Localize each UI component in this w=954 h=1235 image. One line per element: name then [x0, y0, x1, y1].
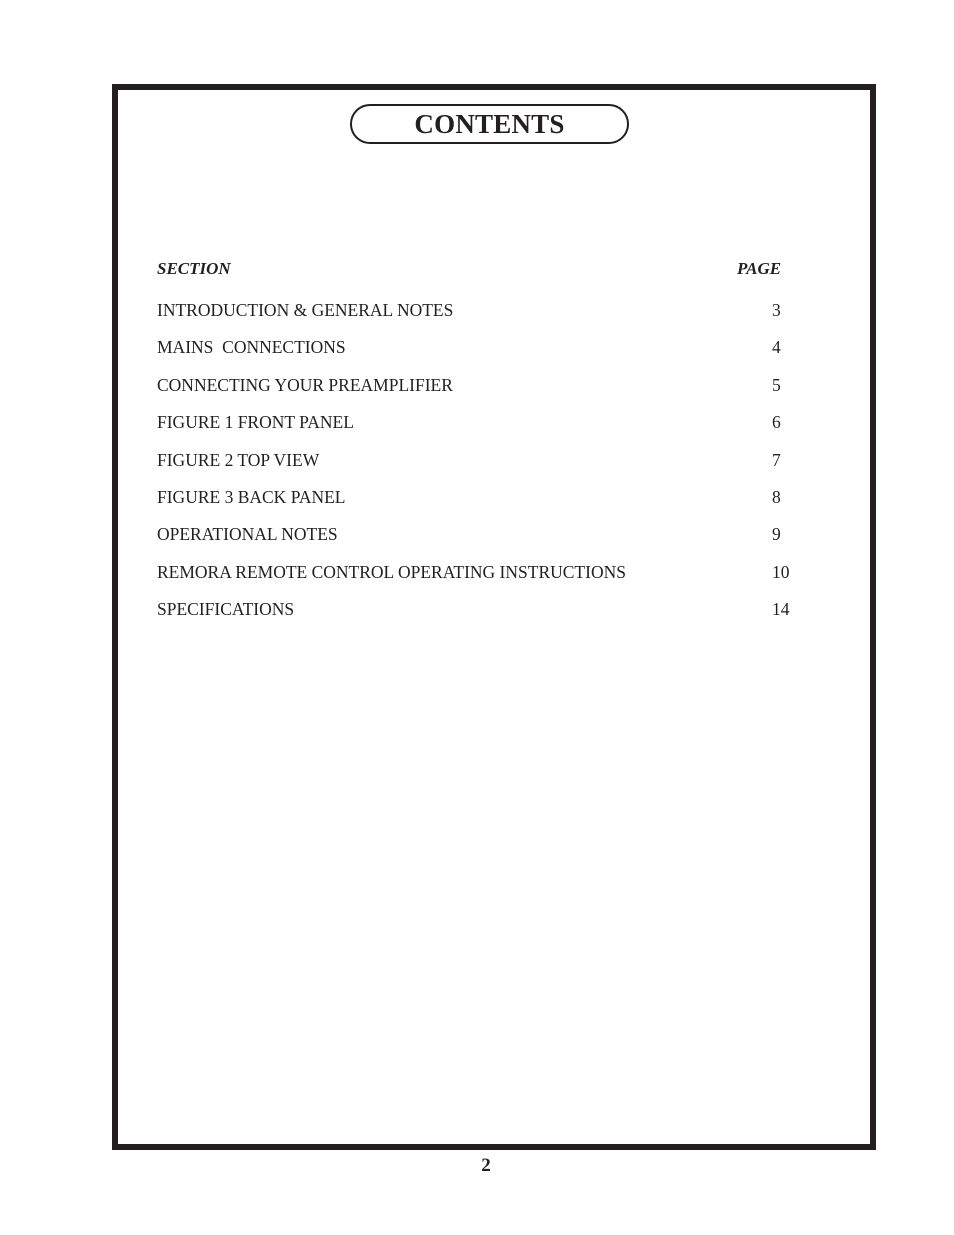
- toc-entry-page: 10: [772, 561, 790, 582]
- page-column-header: PAGE: [737, 259, 782, 278]
- section-column-header: SECTION: [157, 259, 231, 278]
- toc-entry-title: MAINS CONNECTIONS: [157, 337, 346, 358]
- toc-entry-page: 7: [772, 449, 781, 470]
- toc-entry-page: 6: [772, 412, 781, 433]
- toc-entry: [157, 411, 817, 448]
- toc-entry-title: CONNECTING YOUR PREAMPLIFIER: [157, 374, 453, 395]
- toc-entry: [157, 486, 817, 523]
- toc-entry-page: 3: [772, 300, 781, 320]
- toc-entry-page: 4: [772, 337, 781, 358]
- toc-entry-title: SPECIFICATIONS: [157, 599, 295, 620]
- toc-entry-page: 9: [772, 524, 781, 545]
- toc-entry-title: OPERATIONAL NOTES: [157, 524, 338, 545]
- toc-entry-title: FIGURE 3 BACK PANEL: [157, 486, 346, 507]
- page-number: 2: [481, 1155, 491, 1176]
- toc-entry-page: 8: [772, 486, 781, 507]
- toc-entry-title: FIGURE 2 TOP VIEW: [157, 449, 320, 470]
- toc-entry-title: REMORA REMOTE CONTROL OPERATING INSTRUCTIONS: [157, 561, 626, 582]
- toc-entry: [157, 336, 817, 373]
- toc-entry-title: INTRODUCTION & GENERAL NOTES: [157, 300, 454, 320]
- toc-entry: [157, 449, 817, 486]
- toc-entry: [157, 299, 817, 336]
- page-title: CONTENTS: [414, 108, 565, 139]
- toc-entry-page: 5: [772, 374, 781, 395]
- toc-entry: [157, 374, 817, 411]
- toc-entry: [157, 523, 817, 560]
- contents-title-box: [350, 104, 629, 144]
- toc-entry-page: 14: [772, 599, 790, 620]
- toc-entry: [157, 598, 817, 635]
- toc-entry-title: FIGURE 1 FRONT PANEL: [157, 412, 354, 433]
- toc-entry: [157, 561, 817, 598]
- table-of-contents: [157, 299, 817, 636]
